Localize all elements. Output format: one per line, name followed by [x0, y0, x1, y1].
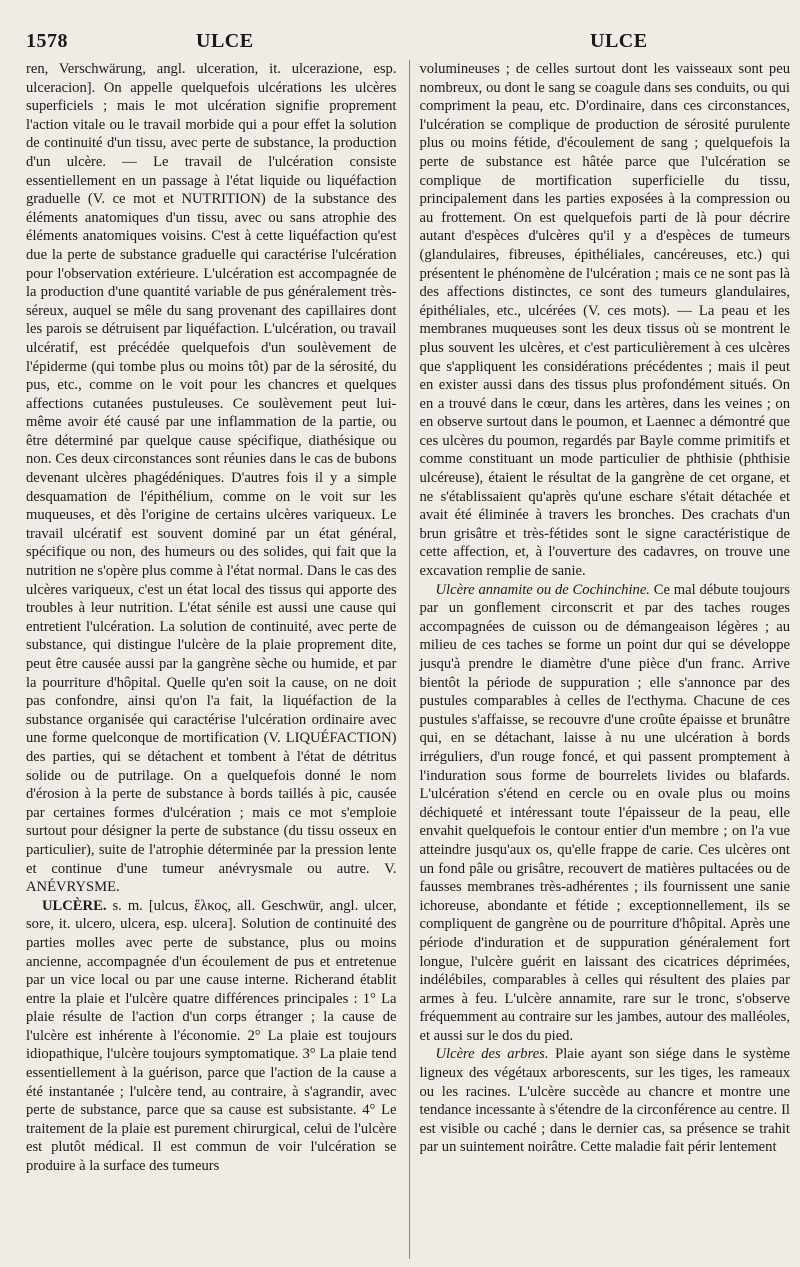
right-column	[410, 60, 791, 1259]
page-header	[26, 30, 790, 58]
left-column	[26, 60, 410, 1259]
ulcere-des-arbres-entry	[420, 1045, 791, 1157]
right-running-head: ULCE	[590, 30, 648, 52]
ulcere-des-arbres-text: Plaie ayant son siége dans le système ligneux des végétaux arborescents, sur les tiges, les rameaux ou les racines. L'ulcère succède au chancre et montre une tendance incessante à s'étendre de la circonférence au centre. Il est visible ou caché ; dans le dernier cas, sa présence se trahit par un suintement noirâtre. Cette maladie fait périr lentement	[419, 1046, 790, 1156]
ulcere-entry	[26, 897, 397, 1176]
ulcere-definition: s. m. [ulcus, ἕλκος, all. Geschwür, angl. ulcer, sore, it. ulcero, ulcera, esp. ulcera]. Solution de continuité des parties molles avec perte de substance, plus ou moins ancienne, accompagnée d'un écoulement de pus et entretenue par un vice local ou par une cause interne. Richerand établit entre la plaie et l'ulcère quatre différences principales : 1° La plaie résulte de l'action d'un corps étranger ; la cause de l'ulcère est inhérente à l'économie. 2° La plaie est toujours idiopathique, l'ulcère toujours symptomatique. 3° La plaie tend essentiellement à la guérison, parce que l'action de la cause a été instantanée ; l'ulcère tend, au contraire, à s'agrandir, avec perte de substance, parce que sa cause est subsistante. 4° Le traitement de la plaie est purement chirurgical, celui de l'ulcère est plutôt médical. Il est commun de voir l'ulcération se produire à la surface des tumeurs	[26, 897, 397, 1175]
page-number: 1578	[26, 30, 68, 52]
left-running-head: ULCE	[196, 30, 254, 52]
ulcere-annamite-entry	[420, 581, 791, 1046]
ulcere-annamite-text: Ce mal débute toujours par un gonflement circonscrit et par des taches rouges accompagnées de cuisson ou de démangeaison légères ; au milieu de ces taches se forme un point dur qui se développe jusqu'à prendre le diamètre d'une pièce d'un franc. Arrive bientôt la période de suppuration ; elle s'annonce par des pustules comparables à celles de l'ecthyma. Chacune de ces pustules s'affaisse, se recouvre d'une croûte épaisse et brunâtre qui, en se détachant, laisse à nu une ulcération à bords irréguliers, d'un rouge foncé, et qui passent promptement à l'induration sous forme de bourrelets livides ou blafards. L'ulcération s'étend en cercle ou en ovale plus ou moins déchiqueté et intéressant toute l'épaisseur de la peau, elle envahit quelquefois le contour entier d'un membre ; on l'a vue atteindre jusqu'aux os, qu'elle frappe de carie. Ces ulcères ont un fond pâle ou grisâtre, recouvert de matières pultacées ou de fausses membranes très-adhérentes ; ils fournissent une sanie ichoreuse, abondante et fétide ; exceptionnellement, ils se compliquent de gangrène ou de pourriture d'hôpital. Après une période d'induration et de suppuration généralement fort longue, l'ulcère guérit en laissant des cicatrices déprimées, indélébiles, comparables à celles qui résultent des plaies par armes à feu. L'ulcère annamite, rare sur le tronc, s'observe fréquemment au contraire sur les jambes, autour des malléoles, et aussi sur le dos du pied.	[419, 581, 790, 1044]
text-columns	[26, 60, 790, 1259]
ulcere-annamite-heading: Ulcère annamite ou de Cochinchine.	[435, 581, 650, 598]
ulceration-entry-text: ren, Verschwärung, angl. ulceration, it. ulcerazione, esp. ulceracion]. On appelle quelquefois ulcérations les ulcères superficiels ; mais le mot ulcération signifie proprement l'action vitale ou le travail morbide qui a pour effet la solution de continuité d'un tissu, avec perte de substance, la production d'un ulcère. — Le travail de l'ulcération consiste essentiellement en un passage à l'état liquide ou liquéfaction graduelle (V. ce mot et NUTRITION) de la substance des éléments anatomiques d'un tissu, avec ou sans atrophie des éléments anatomiques voisins. C'est à cette liquéfaction qu'est due la perte de substance graduelle qui caractérise l'ulcération pour l'observation extérieure. L'ulcération est accompagnée de la production d'une quantité variable de pus généralement très-séreux, auquel se mêle du sang provenant des capillaires dont les parois se détruisent par liquéfaction. L'ulcération, ou travail ulcératif, est précédée quelquefois d'un soulèvement de l'épiderme (qui tombe plus ou moins tôt) par de la sérosité, du pus, etc., comme on le voit pour les chancres et quelques affections cutanées pustuleuses. Ce soulèvement peut lui-même avoir été causé par une inflammation de la partie, ou être déterminé par quelque cause spécifique, diathésique ou non. Ces deux circonstances sont réunies dans le cas de bubons devenant ulcères phagédéniques. D'autres fois il y a simple desquamation de l'épithélium, comme on le voit sur les muqueuses, et dès l'origine de certains ulcères variqueux. Le travail ulcératif est souvent dominé par un état général, spécifique ou non, des humeurs ou des solides, qui fait que la nutrition ne s'opère plus comme à l'état normal. Dans le cas des ulcères variqueux, c'est un état local des tissus qui apporte des troubles à leur nutrition. L'état sénile est aussi une cause qui entretient l'ulcération. La solution de continuité, avec perte de substance, qui distingue l'ulcère de la plaie proprement dite, peut être causée aussi par la gangrène sèche ou humide, et par la pourriture d'hôpital. Quelle qu'en soit la cause, on ne doit pas confondre, ainsi qu'on l'a fait, la liquéfaction de la substance organisée qui caractérise l'ulcération ordinaire avec une forme quelconque de mortification (V. LIQUÉFACTION) des parties, qui se détachent et tombent à l'état de détritus solide ou de putrilage. On a quelquefois donné le nom d'érosion à la perte de substance à bords taillés à pic, causée par certaines formes d'ulcération ; mais ce mot s'emploie surtout pour désigner la perte de substance (du tissu osseux en particulier), suite de l'atrophie déterminée par la pression lente et continue d'une tumeur anévrysmale ou autre. V. ANÉVRYSME.	[26, 61, 397, 896]
ulcere-continuation-text: volumineuses ; de celles surtout dont les vaisseaux sont peu nombreux, ou dont le sang se coagule dans ses conduits, ou qui compriment la peau, etc. D'ordinaire, dans ces circonstances, l'ulcération se complique de production de sérosité purulente plus ou moins fétide, d'écoulement de sang ; quelquefois la perte de substance est hâtée parce que l'ulcération se complique de mortification superficielle du tissu, principalement dans les parties exposées à la compression ou au frottement. On est quelquefois parti de là pour décrire autant d'espèces d'ulcères qu'il y a d'espèces de tumeurs (glandulaires, fibreuses, épithéliales, cancéreuses, etc.) qui présentent le phénomène de l'ulcération ; mais ce ne sont pas là des affections distinctes, ce sont des tumeurs glandulaires, épithéliales, etc., ulcérées (V. ces mots). — La peau et les membranes muqueuses sont les deux tissus où se montrent le plus souvent les ulcères, et c'est particulièrement à ces ulcères que s'appliquent les considérations précédentes ; mais il peut en exister aussi dans des tissus plus profondément situés. On en a trouvé dans le cœur, dans les artères, dans les veines ; on en observe surtout dans le poumon, et Laennec a démontré que ces ulcères du poumon, regardés par Bayle comme primitifs et comme constituant un mode particulier de phthisie (phthisie ulcéreuse), étaient le résultat de la gangrène de cet organe, et ne s'établissaient qu'après qu'une eschare s'était détachée et avait été éliminée à travers les bronches. Des crachats d'un brun grisâtre et très-fétides sont le signe caractéristique de cette affection, et, à l'ouverture des cadavres, on trouve une excavation remplie de sanie.	[419, 61, 790, 580]
ulcere-headword: ULCÈRE.	[42, 897, 107, 914]
ulcere-des-arbres-heading: Ulcère des arbres.	[435, 1046, 549, 1063]
